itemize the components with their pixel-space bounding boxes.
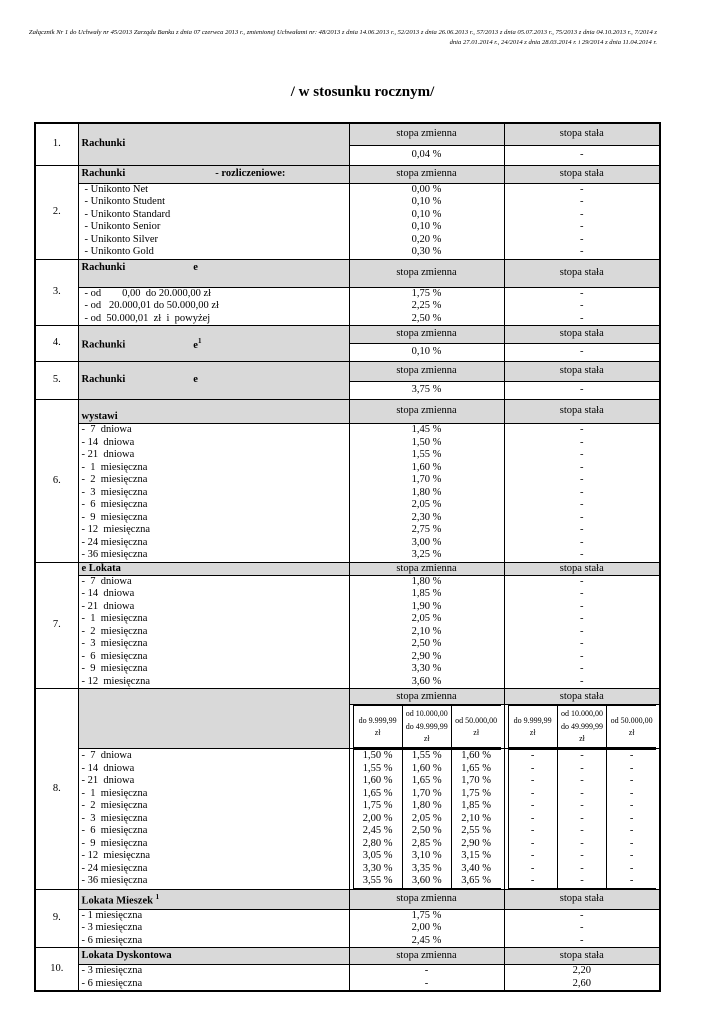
rate-value: - bbox=[629, 837, 634, 849]
rate-value: 2,50 % bbox=[411, 312, 442, 324]
rate-value: - bbox=[580, 909, 584, 921]
product-name-suffix: e bbox=[193, 339, 198, 351]
rate-value: 3,60 % bbox=[411, 875, 442, 887]
rate-value: - bbox=[580, 825, 584, 837]
rate-value: 2,30 % bbox=[411, 511, 442, 523]
fixed-rate-values bbox=[504, 424, 660, 563]
rate-value: - bbox=[580, 862, 584, 874]
rate-value: 1,85 % bbox=[461, 800, 492, 812]
product-name bbox=[78, 689, 349, 749]
row-number: 3. bbox=[35, 259, 78, 326]
row-number: 9. bbox=[35, 889, 78, 948]
rate-value: 1,70 % bbox=[461, 775, 492, 787]
list-item: - 6 miesięczna bbox=[81, 650, 148, 662]
rate-value: - bbox=[580, 499, 584, 510]
list-item: - 24 miesięczna bbox=[81, 862, 148, 874]
rate-value: 2,00 % bbox=[362, 812, 393, 824]
list-item: - 9 miesięczna bbox=[81, 511, 148, 523]
rate-value: - bbox=[580, 221, 584, 232]
product-name-text: Rachunki bbox=[81, 374, 126, 386]
row-number: 1. bbox=[35, 123, 78, 165]
variable-rate-header: stopa zmienna bbox=[349, 326, 504, 344]
rate-value: - bbox=[629, 800, 634, 812]
fixed-rate-header: stopa stała bbox=[504, 948, 660, 965]
rate-value: 1,55 % bbox=[411, 750, 442, 762]
rate-value: - bbox=[580, 750, 584, 762]
list-item: - Unikonto Student bbox=[84, 196, 165, 207]
rate-value: 2,05 % bbox=[411, 613, 442, 625]
rate-value: 3,30 % bbox=[411, 663, 442, 675]
term-list bbox=[78, 749, 349, 890]
rate-value: - bbox=[530, 862, 535, 874]
fixed-rate-header: stopa stała bbox=[504, 259, 660, 287]
fixed-rate-values bbox=[504, 965, 660, 992]
variable-rate-values bbox=[349, 749, 504, 890]
rate-value: 2,90 % bbox=[461, 837, 492, 849]
rate-value: 3,60 % bbox=[411, 675, 442, 687]
list-item: - 14 dniowa bbox=[81, 762, 135, 774]
rate-value: - bbox=[629, 750, 634, 762]
list-item: - 7 dniowa bbox=[81, 424, 132, 435]
variable-rate-header: stopa zmienna bbox=[349, 562, 504, 575]
variable-rate-values bbox=[349, 909, 504, 948]
tier-values bbox=[607, 750, 656, 889]
list-item: - 21 dniowa bbox=[81, 775, 135, 787]
rate-value: 2,60 bbox=[572, 977, 591, 989]
variable-rate-values bbox=[349, 575, 504, 689]
list-item: - 36 miesięczna bbox=[81, 549, 148, 560]
fixed-rate-value: - bbox=[504, 382, 660, 400]
rate-value: - bbox=[629, 850, 634, 862]
fixed-rate-header: stopa stała bbox=[504, 889, 660, 909]
fixed-rate-value: - bbox=[504, 344, 660, 362]
product-name-text: Rachunki bbox=[81, 339, 126, 351]
rate-value: - bbox=[580, 424, 584, 435]
rate-value: 2,75 % bbox=[411, 524, 442, 535]
tier-values bbox=[353, 750, 402, 889]
rate-value: 0,00 % bbox=[411, 183, 442, 195]
rate-value: - bbox=[530, 750, 535, 762]
row-number: 6. bbox=[35, 400, 78, 563]
list-item: - 3 miesięczna bbox=[81, 965, 143, 977]
rate-value: 2,50 % bbox=[411, 825, 442, 837]
rate-value: - bbox=[580, 196, 584, 207]
rate-value: 2,20 bbox=[572, 965, 591, 977]
rate-value: - bbox=[580, 775, 584, 787]
rate-value: - bbox=[580, 486, 584, 498]
variable-rate-values bbox=[349, 424, 504, 563]
rate-value: - bbox=[629, 825, 634, 837]
rate-value: - bbox=[580, 233, 584, 245]
list-item: - 14 dniowa bbox=[81, 436, 135, 448]
rate-value: - bbox=[580, 524, 584, 535]
rate-value: 2,10 % bbox=[411, 625, 442, 637]
product-name-suffix: e bbox=[193, 261, 198, 273]
variable-rate-value: 0,04 % bbox=[349, 145, 504, 165]
tier-values bbox=[402, 750, 451, 889]
variable-tier-headers bbox=[349, 705, 504, 749]
rate-value: - bbox=[580, 934, 584, 946]
list-item: - Unikonto Senior bbox=[84, 221, 161, 232]
rate-value: 3,55 % bbox=[362, 875, 393, 887]
list-item: - 3 miesięczna bbox=[81, 922, 143, 934]
rate-value: 3,35 % bbox=[411, 862, 442, 874]
variable-rate-values bbox=[349, 183, 504, 259]
product-name: Lokata Dyskontowa bbox=[78, 948, 349, 965]
fixed-rate-values bbox=[504, 575, 660, 689]
variable-rate-value: 0,10 % bbox=[349, 344, 504, 362]
list-item: - od 50.000,01 zł i powyżej bbox=[84, 312, 211, 324]
rate-value: 1,45 % bbox=[411, 424, 442, 435]
variable-rate-header: stopa zmienna bbox=[349, 400, 504, 424]
rate-value: 1,65 % bbox=[362, 787, 393, 799]
rate-value: 2,25 % bbox=[411, 300, 442, 311]
rate-value: - bbox=[580, 650, 584, 662]
footnote-marker: 1 bbox=[155, 892, 160, 901]
variable-rate-header: stopa zmienna bbox=[349, 889, 504, 909]
rate-value: 1,75 % bbox=[411, 909, 442, 921]
rate-value: - bbox=[580, 287, 584, 299]
rate-value: 3,00 % bbox=[411, 536, 442, 548]
fixed-rate-values bbox=[504, 287, 660, 326]
term-list bbox=[78, 183, 349, 259]
rate-value: - bbox=[580, 474, 584, 485]
rate-value: - bbox=[629, 775, 634, 787]
list-item: - 14 dniowa bbox=[81, 588, 135, 600]
rate-value: 0,10 % bbox=[411, 196, 442, 207]
list-item: - 6 miesięczna bbox=[81, 934, 143, 946]
variable-rate-values bbox=[349, 965, 504, 992]
list-item: - 9 miesięczna bbox=[81, 663, 148, 675]
tier-header: od 10.000,00 do 49.999,99 zł bbox=[402, 706, 451, 748]
tier-header: od 50.000,00 zł bbox=[607, 706, 656, 748]
rate-value: - bbox=[580, 183, 584, 195]
rate-value: 1,70 % bbox=[411, 787, 442, 799]
term-list bbox=[78, 424, 349, 563]
rate-value: 1,85 % bbox=[411, 588, 442, 600]
row-number: 5. bbox=[35, 362, 78, 400]
fixed-rate-header: stopa stała bbox=[504, 362, 660, 382]
rate-value: - bbox=[580, 600, 584, 612]
term-list bbox=[78, 575, 349, 689]
fixed-rate-header: stopa stała bbox=[504, 562, 660, 575]
list-item: - 2 miesięczna bbox=[81, 474, 148, 485]
rate-value: 1,60 % bbox=[362, 775, 393, 787]
rate-value: - bbox=[629, 862, 634, 874]
row-number: 4. bbox=[35, 326, 78, 362]
list-item: - Unikonto Standard bbox=[84, 208, 171, 220]
rate-value: 2,80 % bbox=[362, 837, 393, 849]
rate-value: - bbox=[629, 762, 634, 774]
fixed-rate-value: - bbox=[504, 145, 660, 165]
list-item: - 2 miesięczna bbox=[81, 800, 148, 812]
rate-value: 2,85 % bbox=[411, 837, 442, 849]
rate-value: - bbox=[580, 837, 584, 849]
rate-value: - bbox=[580, 536, 584, 548]
rate-value: - bbox=[580, 762, 584, 774]
rate-value: 1,70 % bbox=[411, 474, 442, 485]
product-name bbox=[78, 326, 349, 362]
rate-value: 1,60 % bbox=[461, 750, 492, 762]
rate-value: - bbox=[580, 787, 584, 799]
fixed-rate-header: stopa stała bbox=[504, 326, 660, 344]
footnote-marker: 1 bbox=[197, 337, 202, 346]
rate-value: 1,65 % bbox=[411, 775, 442, 787]
rate-value: - bbox=[580, 922, 584, 934]
fixed-rate-values bbox=[504, 183, 660, 259]
header-note: Załącznik Nr 1 do Uchwały nr 45/2013 Zarządu Banku z dnia 07 czerwca 2013 r., zmienionej Uchwałami nr: 48/2013 z dnia 14.06.2013 r., 52/2013 z dnia 26.06.2013 r., 57/2013 z dnia 05.07.2013 r., 75/2013 z dnia 04.10.2013 r., 7/2014 z dnia 27.01.2014 r., 24/2014 z dnia 28.03.2014 r. i 29/2014 z dnia 11.04.2014 r. bbox=[28, 29, 657, 46]
list-item: - od 0,00 do 20.000,00 zł bbox=[84, 287, 212, 299]
fixed-rate-header: stopa stała bbox=[504, 689, 660, 705]
rate-value: 2,45 % bbox=[411, 934, 442, 946]
list-item: - 12 miesięczna bbox=[81, 675, 151, 687]
product-name-suffix: e bbox=[193, 374, 198, 386]
list-item: - Unikonto Silver bbox=[84, 233, 158, 245]
list-item: - 3 miesięczna bbox=[81, 486, 148, 498]
list-item: - 2 miesięczna bbox=[81, 625, 148, 637]
rate-value: - bbox=[580, 511, 584, 523]
rate-value: - bbox=[530, 775, 535, 787]
rate-value: - bbox=[580, 638, 584, 650]
rate-value: 1,60 % bbox=[411, 461, 442, 473]
list-item: - 12 miesięczna bbox=[81, 524, 151, 535]
rate-value: - bbox=[530, 850, 535, 862]
fixed-tier-headers bbox=[504, 705, 660, 749]
rate-value: 2,05 % bbox=[411, 812, 442, 824]
list-item: - 36 miesięczna bbox=[81, 875, 148, 887]
fixed-rate-header: stopa stała bbox=[504, 123, 660, 145]
product-name: Rachunki bbox=[78, 123, 349, 165]
rate-value: 1,55 % bbox=[362, 762, 393, 774]
list-item: - 1 miesięczna bbox=[81, 787, 148, 799]
variable-rate-header: stopa zmienna bbox=[349, 689, 504, 705]
variable-rate-values bbox=[349, 287, 504, 326]
rate-value: - bbox=[580, 850, 584, 862]
rate-value: 2,05 % bbox=[411, 499, 442, 510]
term-list bbox=[78, 287, 349, 326]
tier-header: od 10.000,00 do 49.999,99 zł bbox=[557, 706, 606, 748]
product-name bbox=[78, 165, 349, 183]
variable-rate-header: stopa zmienna bbox=[349, 948, 504, 965]
variable-rate-header: stopa zmienna bbox=[349, 123, 504, 145]
list-item: - 6 miesięczna bbox=[81, 977, 143, 989]
rate-value: - bbox=[629, 787, 634, 799]
rate-value: 0,20 % bbox=[411, 233, 442, 245]
rate-value: - bbox=[580, 575, 584, 587]
row-number: 8. bbox=[35, 689, 78, 890]
interest-rate-table bbox=[34, 122, 661, 992]
rate-value: 2,90 % bbox=[411, 650, 442, 662]
rate-value: 3,30 % bbox=[362, 862, 393, 874]
product-name bbox=[78, 259, 349, 287]
list-item: - 21 dniowa bbox=[81, 449, 135, 460]
rate-value: 3,15 % bbox=[461, 850, 492, 862]
list-item: - 7 dniowa bbox=[81, 750, 132, 762]
row-number: 7. bbox=[35, 562, 78, 689]
product-name-text: Rachunki bbox=[81, 261, 126, 273]
rate-value: - bbox=[424, 977, 429, 989]
rate-value: - bbox=[580, 300, 584, 311]
product-name bbox=[78, 889, 349, 909]
variable-rate-header: stopa zmienna bbox=[349, 362, 504, 382]
variable-rate-value: 3,75 % bbox=[349, 382, 504, 400]
tier-header: do 9.999,99 zł bbox=[353, 706, 402, 748]
rate-value: - bbox=[580, 588, 584, 600]
rate-value: 3,25 % bbox=[411, 549, 442, 560]
tier-values bbox=[508, 750, 557, 889]
rate-value: - bbox=[580, 875, 584, 887]
rate-value: 0,10 % bbox=[411, 208, 442, 220]
rate-value: 2,45 % bbox=[362, 825, 393, 837]
rate-value: 0,10 % bbox=[411, 221, 442, 232]
fixed-rate-values bbox=[504, 909, 660, 948]
rate-value: 2,50 % bbox=[411, 638, 442, 650]
list-item: - 1 miesięczna bbox=[81, 613, 148, 625]
list-item: - Unikonto Net bbox=[84, 183, 149, 195]
rate-value: - bbox=[580, 549, 584, 560]
rate-value: 1,75 % bbox=[411, 287, 442, 299]
product-name: wystawi bbox=[78, 400, 349, 424]
list-item: - 6 miesięczna bbox=[81, 499, 148, 510]
rate-value: - bbox=[580, 663, 584, 675]
rate-value: - bbox=[629, 812, 634, 824]
rate-value: 1,75 % bbox=[362, 800, 393, 812]
rate-value: 1,55 % bbox=[411, 449, 442, 460]
fixed-rate-header: stopa stała bbox=[504, 165, 660, 183]
rate-value: 3,65 % bbox=[461, 875, 492, 887]
tier-header: do 9.999,99 zł bbox=[508, 706, 557, 748]
rate-value: - bbox=[530, 812, 535, 824]
rate-value: - bbox=[580, 625, 584, 637]
row-number: 2. bbox=[35, 165, 78, 259]
rate-value: - bbox=[530, 837, 535, 849]
rate-value: - bbox=[424, 965, 429, 977]
list-item: - 7 dniowa bbox=[81, 575, 132, 587]
rate-value: - bbox=[530, 825, 535, 837]
list-item: - 24 miesięczna bbox=[81, 536, 148, 548]
list-item: - od 20.000,01 do 50.000,00 zł bbox=[84, 300, 219, 311]
term-list bbox=[78, 909, 349, 948]
rate-value: 3,05 % bbox=[362, 850, 393, 862]
rate-value: - bbox=[629, 875, 634, 887]
rate-value: - bbox=[580, 449, 584, 460]
rate-value: 1,50 % bbox=[411, 436, 442, 448]
rate-value: 1,65 % bbox=[461, 762, 492, 774]
list-item: - 1 miesięczna bbox=[81, 909, 143, 921]
rate-value: 0,30 % bbox=[411, 246, 442, 257]
tier-values bbox=[557, 750, 606, 889]
list-item: - 6 miesięczna bbox=[81, 825, 148, 837]
rate-value: - bbox=[580, 461, 584, 473]
list-item: - 1 miesięczna bbox=[81, 461, 148, 473]
rate-value: - bbox=[580, 613, 584, 625]
row-number: 10. bbox=[35, 948, 78, 992]
product-name bbox=[78, 362, 349, 400]
product-name-text: Lokata Mieszek bbox=[81, 895, 153, 907]
rate-value: 2,10 % bbox=[461, 812, 492, 824]
rate-value: 1,80 % bbox=[411, 486, 442, 498]
tier-header: od 50.000,00 zł bbox=[451, 706, 500, 748]
document-title: / w stosunku rocznym/ bbox=[290, 84, 435, 100]
rate-value: - bbox=[580, 800, 584, 812]
product-name-suffix: - rozliczeniowe: bbox=[215, 167, 286, 179]
rate-value: 1,60 % bbox=[411, 762, 442, 774]
rate-value: - bbox=[580, 675, 584, 687]
rate-value: 3,40 % bbox=[461, 862, 492, 874]
rate-value: 1,75 % bbox=[461, 787, 492, 799]
rate-value: 1,90 % bbox=[411, 600, 442, 612]
rate-value: - bbox=[530, 800, 535, 812]
rate-value: 3,10 % bbox=[411, 850, 442, 862]
rate-value: - bbox=[530, 875, 535, 887]
rate-value: 2,00 % bbox=[411, 922, 442, 934]
rate-value: - bbox=[530, 787, 535, 799]
rate-value: 1,80 % bbox=[411, 575, 442, 587]
rate-value: 2,55 % bbox=[461, 825, 492, 837]
rate-value: - bbox=[580, 436, 584, 448]
rate-value: - bbox=[530, 762, 535, 774]
rate-value: - bbox=[580, 812, 584, 824]
fixed-rate-values bbox=[504, 749, 660, 890]
product-name-text: Rachunki bbox=[81, 167, 126, 179]
rate-value: - bbox=[580, 312, 584, 324]
list-item: - 12 miesięczna bbox=[81, 850, 151, 862]
list-item: - 3 miesięczna bbox=[81, 638, 148, 650]
fixed-rate-header: stopa stała bbox=[504, 400, 660, 424]
list-item: - 3 miesięczna bbox=[81, 812, 148, 824]
term-list bbox=[78, 965, 349, 992]
list-item: - Unikonto Gold bbox=[84, 246, 154, 257]
list-item: - 21 dniowa bbox=[81, 600, 135, 612]
product-name: e Lokata bbox=[78, 562, 349, 575]
variable-rate-header: stopa zmienna bbox=[349, 259, 504, 287]
rate-value: - bbox=[580, 208, 584, 220]
rate-value: 1,80 % bbox=[411, 800, 442, 812]
rate-value: 1,50 % bbox=[362, 750, 393, 762]
list-item: - 9 miesięczna bbox=[81, 837, 148, 849]
tier-values bbox=[451, 750, 500, 889]
rate-value: - bbox=[580, 246, 584, 257]
variable-rate-header: stopa zmienna bbox=[349, 165, 504, 183]
